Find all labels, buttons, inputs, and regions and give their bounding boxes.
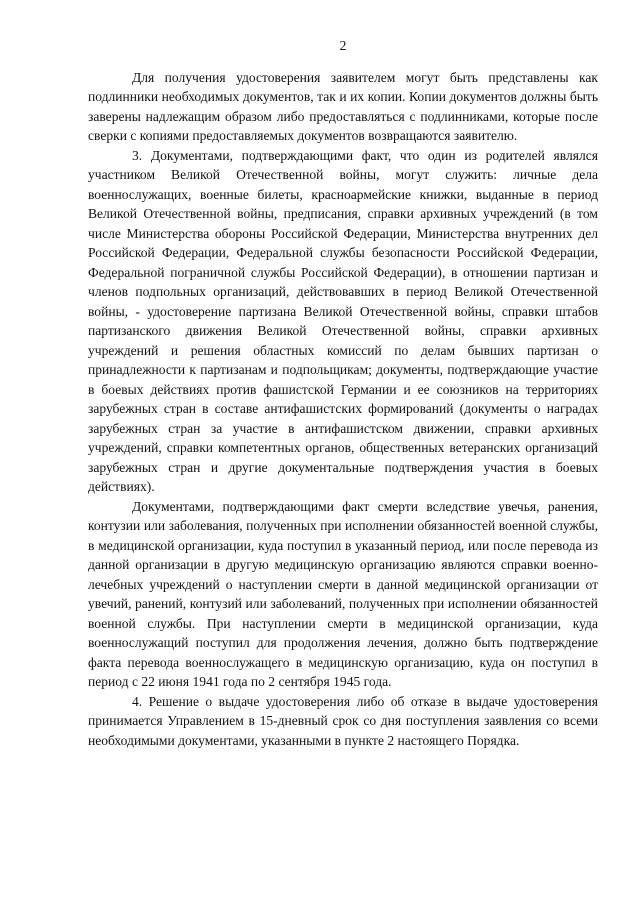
paragraph-participation-documents: 3. Документами, подтверждающими факт, что один из родителей являлся участником Великой Отечественной войны, могут служить: личные дела военнослужащих, военные билеты, красноармейские книжки, выданные в период Великой Отечественной войны, предписания, справки архивных учреждений (в том числе Министерства обороны Российской Федерации, Министерства внутренних дел Российской Федерации, Федеральной службы безопасности Российской Федерации, Федеральной пограничной службы Российской Федерации), в отношении партизан и членов подпольных организаций, действовавших в период Великой Отечественной войны, - удостоверение партизана Великой Отечественной войны, справки штабов партизанского движения Великой Отечественной войны, справки архивных учреждений и решения областных комиссий по делам бывших партизан о принадлежности к партизанам и подпольщикам; документы, подтверждающие участие в боевых действиях против фашистской Германии и ее союзников на территориях зарубежных стран в составе антифашистских формирований (документы о наградах зарубежных стран за участие в антифашистском движении, справки архивных учреждений, справки компетентных органов, общественных ветеранских организаций зарубежных стран и другие документальные подтверждения участия в боевых действиях).: [88, 147, 598, 494]
paragraph-decision-term: 4. Решение о выдаче удостоверения либо об отказе в выдаче удостоверения принимается Управлением в 15-дневный срок со дня поступления заявления со всеми необходимыми документами, указанными в пункте 2 настоящего Порядка.: [88, 693, 598, 748]
paragraph-document-copies: Для получения удостоверения заявителем могут быть представлены как подлинники необходимых документов, так и их копии. Копии документов должны быть заверены надлежащим образом либо предоставляться с подлинниками, которые после сверки с копиями предоставляемых документов возвращаются заявителю.: [88, 69, 598, 143]
page-number: 2: [339, 38, 347, 53]
document-page: [88, 36, 598, 750]
paragraph-death-documents: Документами, подтверждающими факт смерти вследствие увечья, ранения, контузии или заболевания, полученных при исполнении обязанностей военной службы, в медицинской организации, куда поступил в указанный период, или после перевода из данной организации в другую медицинскую организацию являются справки военно-лечебных учреждений о наступлении смерти в данной медицинской организации от увечий, ранений, контузий или заболеваний, полученных при исполнении обязанностей военной службы. При наступлении смерти в медицинской организации, куда военнослужащий поступил для продолжения лечения, должно быть подтверждение факта перевода военнослужащего в медицинскую организацию, куда он поступил в период с 22 июня 1941 года по 2 сентября 1945 года.: [88, 498, 598, 689]
